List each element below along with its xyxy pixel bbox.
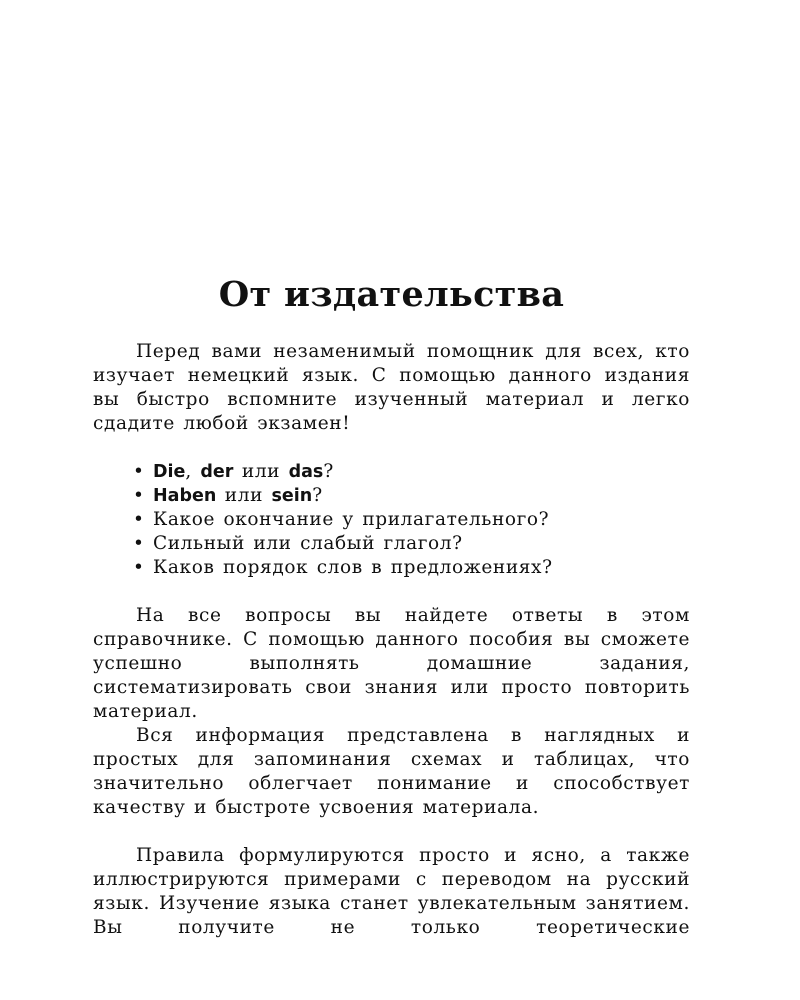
list-item	[133, 484, 690, 508]
list-text: Каков порядок слов в предложениях?	[153, 557, 553, 578]
spacer	[93, 580, 690, 604]
german-article: der	[200, 462, 234, 482]
list-text: ,	[185, 461, 201, 482]
list-item	[133, 460, 690, 484]
bullet-icon: •	[133, 557, 145, 578]
bullet-icon: •	[133, 461, 145, 482]
body-paragraph: На все вопросы вы найдете ответы в этом справочнике. С помощью данного пособия вы сможете успешно выполнять домашние задания, систематизировать свои знания или просто повторить материал.	[93, 605, 690, 722]
intro-paragraph: Перед вами незаменимый помощник для всех, кто изучает немецкий язык. С помощью данного издания вы быстро вспомните изученный материал и легко сдадите любой экзамен!	[93, 341, 690, 434]
bullet-icon: •	[133, 485, 145, 506]
list-text: ?	[323, 461, 334, 482]
list-text: ?	[312, 485, 323, 506]
list-item	[133, 556, 690, 580]
page-title: От издательства	[218, 274, 565, 315]
list-text: или	[216, 485, 272, 506]
body-paragraph: Правила формулируются просто и ясно, а также иллюстрируются примерами с переводом на русский язык. Изучение языка станет увлекательным занятием. Вы получите не только теоретические	[93, 845, 690, 938]
list-text: Сильный или слабый глагол?	[153, 533, 463, 554]
body-paragraph: Вся информация представлена в наглядных и простых для запоминания схемах и таблицах, что значительно облегчает понимание и способствует качеству и быстроте усвоения материала.	[93, 725, 690, 818]
list-item	[133, 508, 690, 532]
list-text: Какое окончание у прилагательного?	[153, 509, 550, 530]
list-item	[133, 532, 690, 556]
publisher-preface	[93, 270, 690, 940]
question-list	[93, 460, 690, 580]
spacer	[93, 436, 690, 460]
list-text: или	[233, 461, 289, 482]
bullet-icon: •	[133, 509, 145, 530]
bullet-icon: •	[133, 533, 145, 554]
german-article: das	[288, 462, 324, 482]
german-article: Die	[153, 462, 186, 482]
spacer	[93, 820, 690, 844]
german-verb: sein	[271, 486, 313, 506]
german-verb: Haben	[153, 486, 217, 506]
